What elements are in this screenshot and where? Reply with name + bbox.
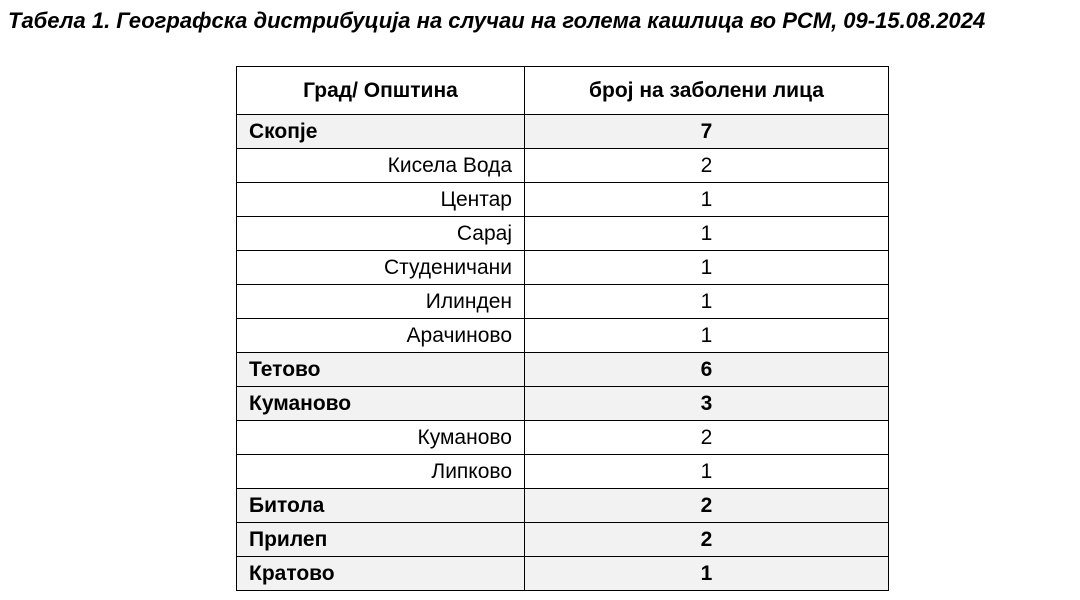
table-row-municipality — [237, 217, 889, 251]
table-row-city — [237, 523, 889, 557]
table-caption: Табела 1. Географска дистрибуција на случаи на голема кашлица во РСМ, 09-15.08.2024 — [8, 8, 986, 33]
column-header-location: Град/ Општина — [237, 67, 525, 115]
city-count: 2 — [525, 523, 889, 557]
municipality-name: Сарај — [237, 217, 525, 251]
table-row-municipality — [237, 421, 889, 455]
table-row-municipality — [237, 319, 889, 353]
table-header-row — [237, 67, 889, 115]
municipality-count: 1 — [525, 285, 889, 319]
municipality-name: Арачиново — [237, 319, 525, 353]
table-row-city — [237, 115, 889, 149]
municipality-name: Студеничани — [237, 251, 525, 285]
table-row-municipality — [237, 455, 889, 489]
municipality-count: 1 — [525, 217, 889, 251]
municipality-count: 1 — [525, 183, 889, 217]
table-row-city — [237, 557, 889, 591]
column-header-count: број на заболени лица — [525, 67, 889, 115]
municipality-name: Куманово — [237, 421, 525, 455]
city-count: 1 — [525, 557, 889, 591]
municipality-name: Центар — [237, 183, 525, 217]
city-name: Кратово — [237, 557, 525, 591]
city-count: 3 — [525, 387, 889, 421]
city-name: Тетово — [237, 353, 525, 387]
distribution-table — [236, 66, 889, 591]
municipality-count: 2 — [525, 149, 889, 183]
municipality-name: Илинден — [237, 285, 525, 319]
table-row-municipality — [237, 285, 889, 319]
city-name: Битола — [237, 489, 525, 523]
municipality-count: 1 — [525, 319, 889, 353]
table-row-municipality — [237, 183, 889, 217]
city-name: Куманово — [237, 387, 525, 421]
table-row-municipality — [237, 251, 889, 285]
municipality-count: 2 — [525, 421, 889, 455]
city-name: Прилеп — [237, 523, 525, 557]
city-name: Скопје — [237, 115, 525, 149]
table-row-city — [237, 387, 889, 421]
city-count: 7 — [525, 115, 889, 149]
city-count: 2 — [525, 489, 889, 523]
table-row-city — [237, 489, 889, 523]
city-count: 6 — [525, 353, 889, 387]
municipality-count: 1 — [525, 455, 889, 489]
municipality-count: 1 — [525, 251, 889, 285]
municipality-name: Кисела Вода — [237, 149, 525, 183]
table-row-municipality — [237, 149, 889, 183]
municipality-name: Липково — [237, 455, 525, 489]
table-row-city — [237, 353, 889, 387]
